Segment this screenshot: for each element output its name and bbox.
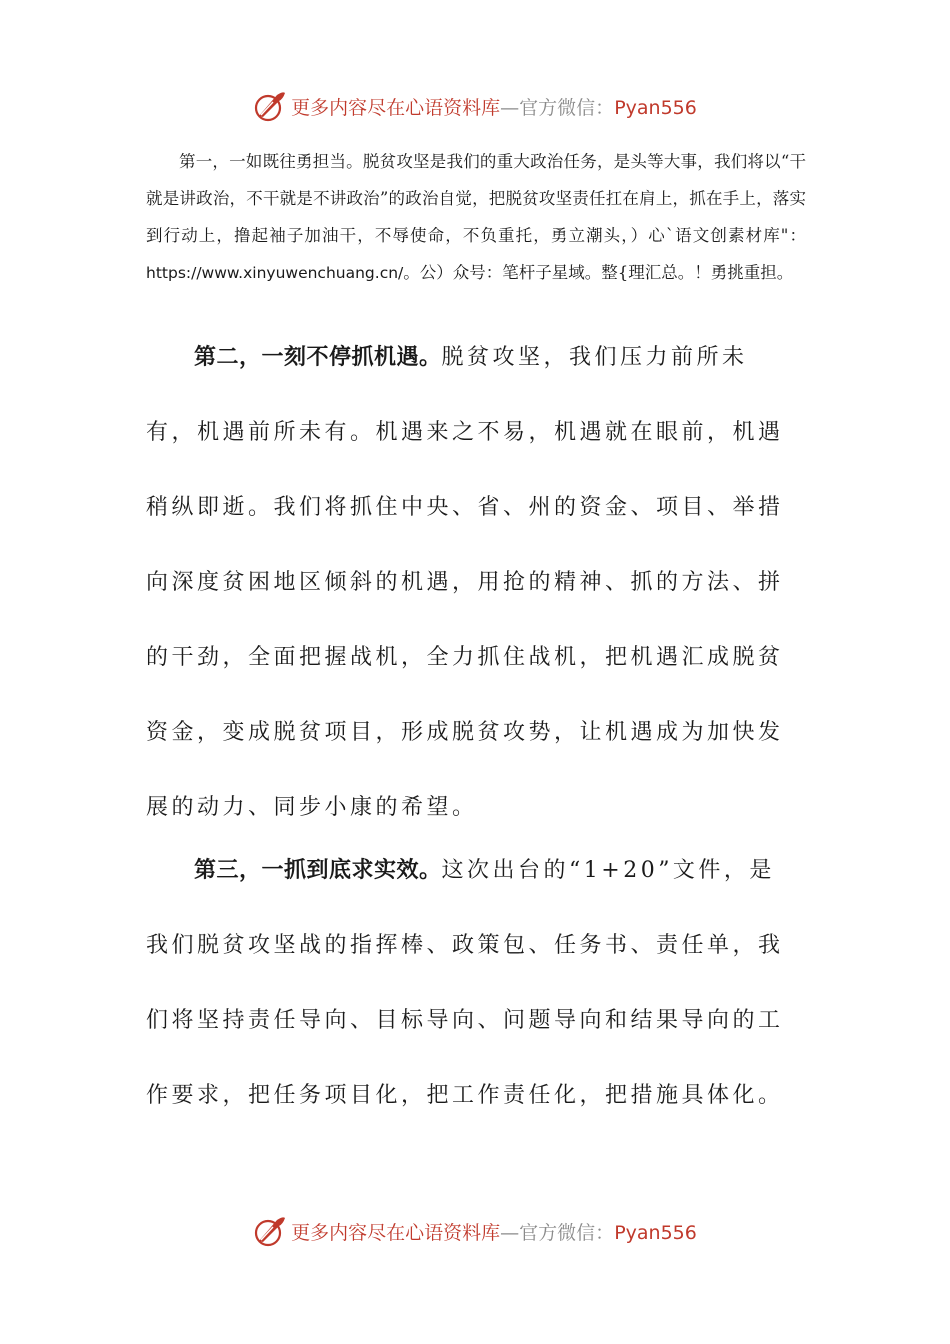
banner-text: [291, 1218, 697, 1245]
quill-pen-icon: [253, 89, 287, 123]
header-banner: [0, 86, 950, 126]
banner-separator: —: [500, 1221, 520, 1244]
paragraph-1: [146, 143, 806, 292]
paragraph-1-text-b: 。公）众号：笔杆子星域。整{理汇总。！勇挑重担。: [403, 263, 794, 282]
banner-wechat-label: 官方微信：: [519, 96, 615, 119]
banner-wechat-id: Pyan556: [614, 96, 697, 119]
paragraph-1-url: https://www.xinyuwenchuang.cn/: [146, 264, 404, 282]
paragraph-1-text-a: 第一，一如既往勇担当。脱贫攻坚是我们的重大政治任务，是头等大事，我们将以“干就是讲政治，不干就是不讲政治”的政治自觉，把脱贫攻坚责任扛在肩上，抓在手上，落实到行动上，撸起袖子加油干，不辱使命，不负重托，勇立潮头，）心`语文创素材库"：: [146, 152, 806, 245]
banner-text: [291, 93, 697, 120]
banner-wechat-id: Pyan556: [614, 1221, 697, 1244]
paragraph-2-body: 脱贫攻坚，我们压力前所未有，机遇前所未有。机遇来之不易，机遇就在眼前，机遇稍纵即逝。我们将抓住中央、省、州的资金、项目、举措向深度贫困地区倾斜的机遇，用抢的精神、抓的方法、拼的干劲，全面把握战机，全力抓住战机，把机遇汇成脱贫资金，变成脱贫项目，形成脱贫攻势，让机遇成为加快发展的动力、同步小康的希望。: [146, 345, 784, 820]
banner-site-text: 更多内容尽在心语资料库: [291, 1221, 501, 1244]
banner-separator: —: [500, 96, 520, 119]
footer-banner: [0, 1211, 950, 1251]
banner-site-text: 更多内容尽在心语资料库: [291, 96, 501, 119]
paragraph-3-body: 这次出台的“1+20”文件，是我们脱贫攻坚战的指挥棒、政策包、任务书、责任单，我们将坚持责任导向、目标导向、问题导向和结果导向的工作要求，把任务项目化，把工作责任化，把措施具体化。: [146, 858, 784, 1108]
banner-wechat-label: 官方微信：: [519, 1221, 615, 1244]
paragraph-2-lead: 第二，一刻不停抓机遇。: [194, 345, 442, 370]
paragraph-3: [146, 833, 796, 1133]
paragraph-2: [146, 320, 796, 845]
quill-pen-icon: [253, 1214, 287, 1248]
paragraph-3-lead: 第三，一抓到底求实效。: [194, 858, 442, 883]
